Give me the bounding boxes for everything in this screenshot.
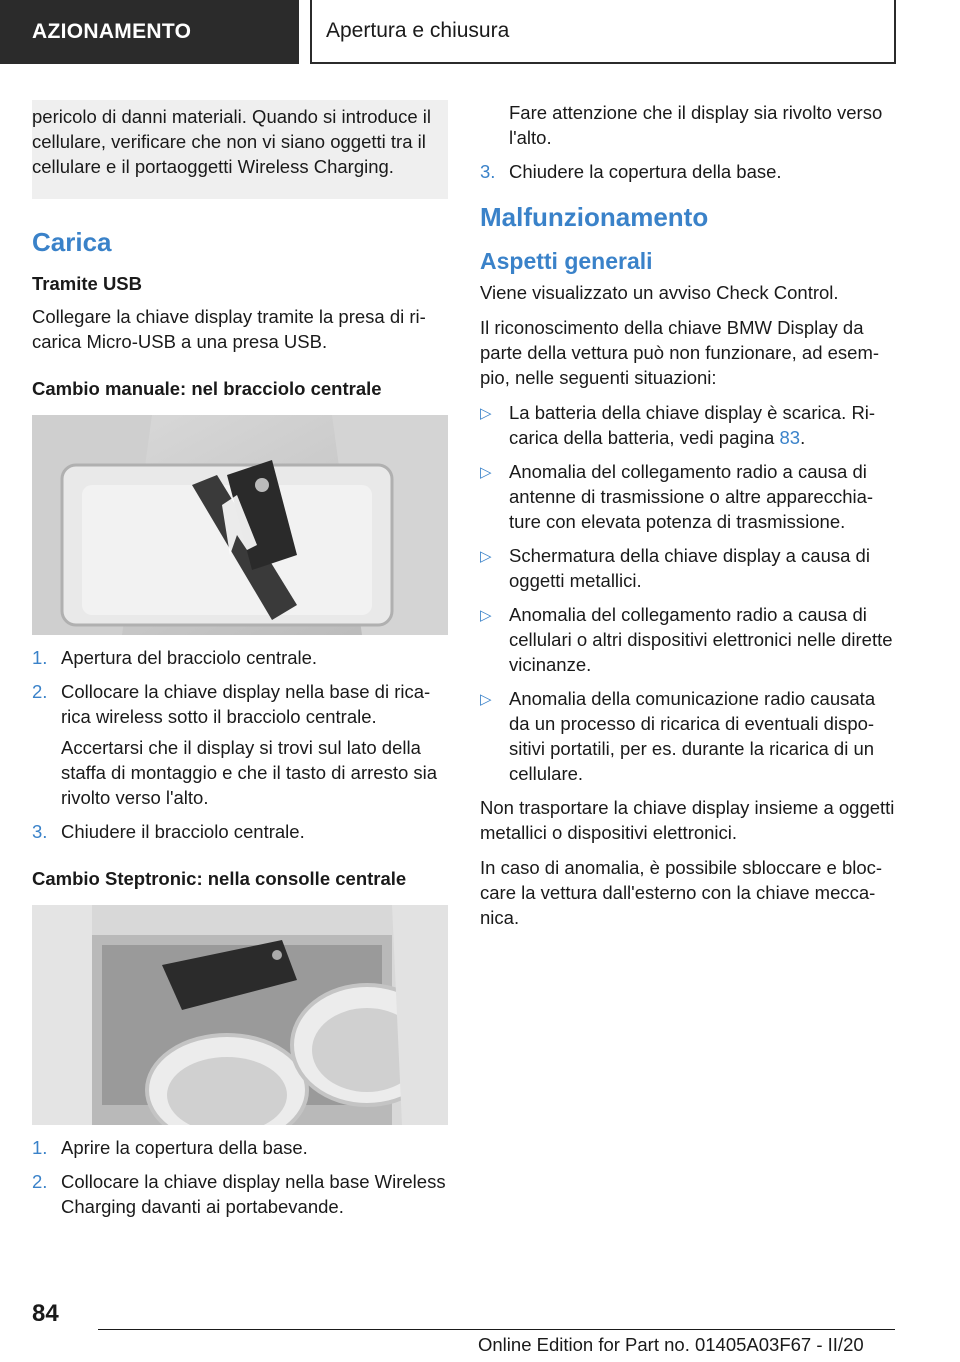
triangle-bullet-icon: ▷ [480,691,492,708]
triangle-bullet-icon: ▷ [480,548,492,565]
footer-edition: Online Edition for Part no. 01405A03F67 - II/20 [478,1334,864,1355]
bullet-text-part: La batteria della chiave display è scarica. Ricarica della batteria, vedi pagina [509,402,876,448]
bullet-text: Anomalia del collegamento radio a causa di cellulari o altri dispositivi elettronici nelle dirette vicinanze. [509,604,893,675]
left-column [32,100,448,1228]
steptronic-step-1 [32,1135,448,1160]
steptronic-step-2 [32,1169,448,1219]
header-topic: Apertura e chiusura [310,0,896,64]
console-photo [32,905,448,1125]
step-number: 2. [32,681,48,702]
heading-aspetti-generali: Aspetti generali [480,248,653,274]
bullet-text-end: . [800,427,806,448]
step-number: 3. [480,161,496,182]
bullet-text [509,400,896,450]
step-number: 1. [32,647,48,668]
step-text: Aprire la copertura della base. [61,1137,308,1158]
step-number: 1. [32,1137,48,1158]
bullet-text: Anomalia del collegamento radio a causa di antenne di trasmissione o altre apparecchiature con elevata potenza di trasmissione. [509,461,874,532]
manual-step-2 [32,679,448,729]
continued-text: Fare attenzione che il display sia rivolto verso l'alto. [509,102,883,148]
heading-usb: Tramite USB [32,273,143,294]
bullet-item [480,686,896,786]
bullet-text: Schermatura della chiave display a causa di oggetti metallici. [509,545,870,591]
manual-step-1 [32,645,448,670]
step-number: 2. [32,1171,48,1192]
bullet-text: Anomalia della comunicazione radio causata da un processo di ricarica di eventuali dispositivi portatili, per es. durante la ricarica di un cellulare. [509,688,876,784]
note-box [32,100,448,199]
paragraph-transport: Non trasportare la chiave display insieme a oggetti metallici o dispositivi elettronici. [480,797,895,843]
heading-carica: Carica [32,227,112,257]
step-text: Apertura del bracciolo centrale. [61,647,318,668]
bullet-item [480,400,896,450]
right-column [480,100,896,940]
step-text: Chiudere la copertura della base. [509,161,782,182]
triangle-bullet-icon: ▷ [480,607,492,624]
triangle-bullet-icon: ▷ [480,405,492,422]
step-number: 3. [32,821,48,842]
triangle-bullet-icon: ▷ [480,464,492,481]
bullet-item [480,459,896,534]
heading-malfunzionamento: Malfunzionamento [480,202,709,232]
step-text: Collocare la chiave display nella base di ricarica wireless sotto il bracciolo centrale. [61,681,431,727]
paragraph-recognition: Il riconoscimento della chiave BMW Display da parte della vettura può non funzionare, ad esempio, nelle seguenti situazioni: [480,317,880,388]
page-link[interactable]: 83 [779,427,801,448]
page-number: 84 [32,1300,59,1327]
usb-text: Collegare la chiave display tramite la presa di ricarica Micro-USB a una presa USB. [32,306,426,352]
manual-step-2-extra: Accertarsi che il display si trovi sul lato della staffa di montaggio e che il tasto di arresto sia rivolto verso l'alto. [61,737,438,808]
footer-divider [98,1329,895,1330]
steptronic-step-3 [480,159,896,184]
step-text: Chiudere il bracciolo centrale. [61,821,305,842]
paragraph-check-control: Viene visualizzato un avviso Check Control. [480,282,839,303]
heading-manual: Cambio manuale: nel bracciolo centrale [32,378,382,399]
paragraph-anomaly: In caso di anomalia, è possibile sbloccare e bloccare la vettura dall'esterno con la chiave meccanica. [480,857,883,928]
heading-steptronic: Cambio Steptronic: nella consolle centrale [32,868,407,889]
note-text: pericolo di danni materiali. Quando si introduce il cellulare, verificare che non vi siano oggetti tra il cellulare e il portaoggetti Wireless Charging. [32,106,431,177]
manual-step-3 [32,819,448,844]
step-text: Collocare la chiave display nella base Wireless Charging davanti ai portabevande. [61,1171,446,1217]
bullet-item [480,543,896,593]
bullet-item [480,602,896,677]
header-section: AZIONAMENTO [0,0,299,64]
armrest-photo [32,415,448,635]
